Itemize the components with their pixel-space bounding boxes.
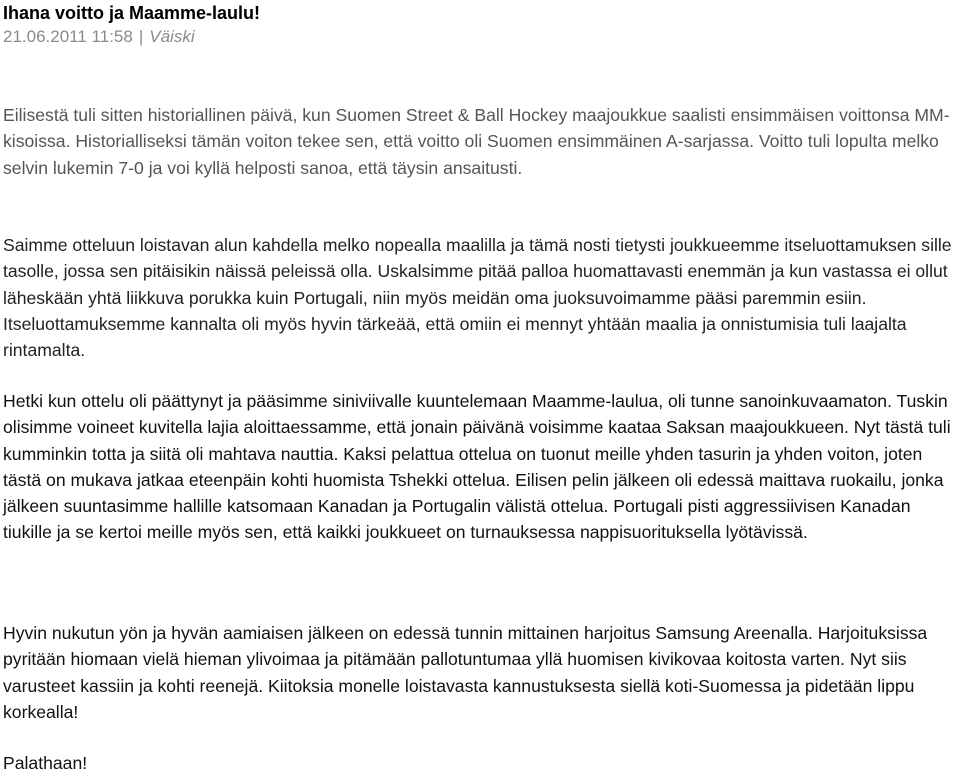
paragraph-signoff: Palathaan! — [3, 753, 88, 773]
paragraph-anthem: Hetki kun ottelu oli päättynyt ja pääsimme siniviivalle kuuntelemaan Maamme-laulua, oli tunne sanoinkuvaamaton. Tuskin olisimme voineet kuvitella lajia aloittaessamme, että jonain päivänä voisimme kaataa Saksan maajoukkueen. Nyt tästä tuli kumminkin totta ja siitä oli mahtava nauttia. Kaksi pelattua ottelua on tuonut meille yhden tasurin ja yhden voiton, joten tästä on mukava jatkaa eteenpäin kohti huomista Tshekki ottelua. Eilisen pelin jälkeen oli edessä maittava ruokailu, jonka jälkeen suuntasimme hallille katsomaan Kanadan ja Portugalin välistä ottelua. Portugali pisti aggressiivisen Kanadan tiukille ja se kertoi meille myös sen, että kaikki joukkueet on turnauksessa nappisuorituksella lyötävissä. — [3, 391, 951, 543]
paragraph-training: Hyvin nukutun yön ja hyvän aamiaisen jälkeen on edessä tunnin mittainen harjoitus Samsung Areenalla. Harjoituksissa pyritään hiomaan vielä hieman ylivoimaa ja pitämään pallotuntumaa yllä huomisen kivikovaa koitosta varten. Nyt siis varusteet kassiin ja kohti reenejä. Kiitoksia monelle loistavasta kannustuksesta siellä koti-Suomessa ja pidetään lippu korkealla! — [3, 623, 928, 722]
post-date: 21.06.2011 11:58 — [3, 27, 133, 46]
post-title: Ihana voitto ja Maamme-laulu! — [3, 3, 261, 23]
post-meta — [3, 26, 960, 48]
blog-post — [3, 0, 960, 773]
paragraph-match-start: Saimme otteluun loistavan alun kahdella melko nopealla maalilla ja tämä nosti tietysti joukkueemme itseluottamuksen sille tasolle, jossa sen pitäisikin näissä peleissä olla. Uskalsimme pitää palloa huomattavasti enemmän ja kun vastassa ei ollut läheskään yhtä liikkuva porukka kuin Portugali, niin myös meidän oma juoksuvoimamme pääsi paremmin esiin. Itseluottamuksemme kannalta oli myös hyvin tärkeää, että omiin ei mennyt yhtään maalia ja onnistumisia tuli laajalta rintamalta. — [3, 235, 952, 361]
meta-separator: | — [138, 27, 144, 46]
paragraph-intro: Eilisestä tuli sitten historiallinen päivä, kun Suomen Street & Ball Hockey maajoukkue saalisti ensimmäisen voittonsa MM-kisoissa. Historialliseksi tämän voiton tekee sen, että voitto oli Suomen ensimmäinen A-sarjassa. Voitto tuli lopulta melko selvin lukemin 7-0 ja voi kyllä helposti sanoa, että täysin ansaitusti. — [3, 105, 950, 178]
post-author[interactable]: Väiski — [149, 27, 195, 46]
